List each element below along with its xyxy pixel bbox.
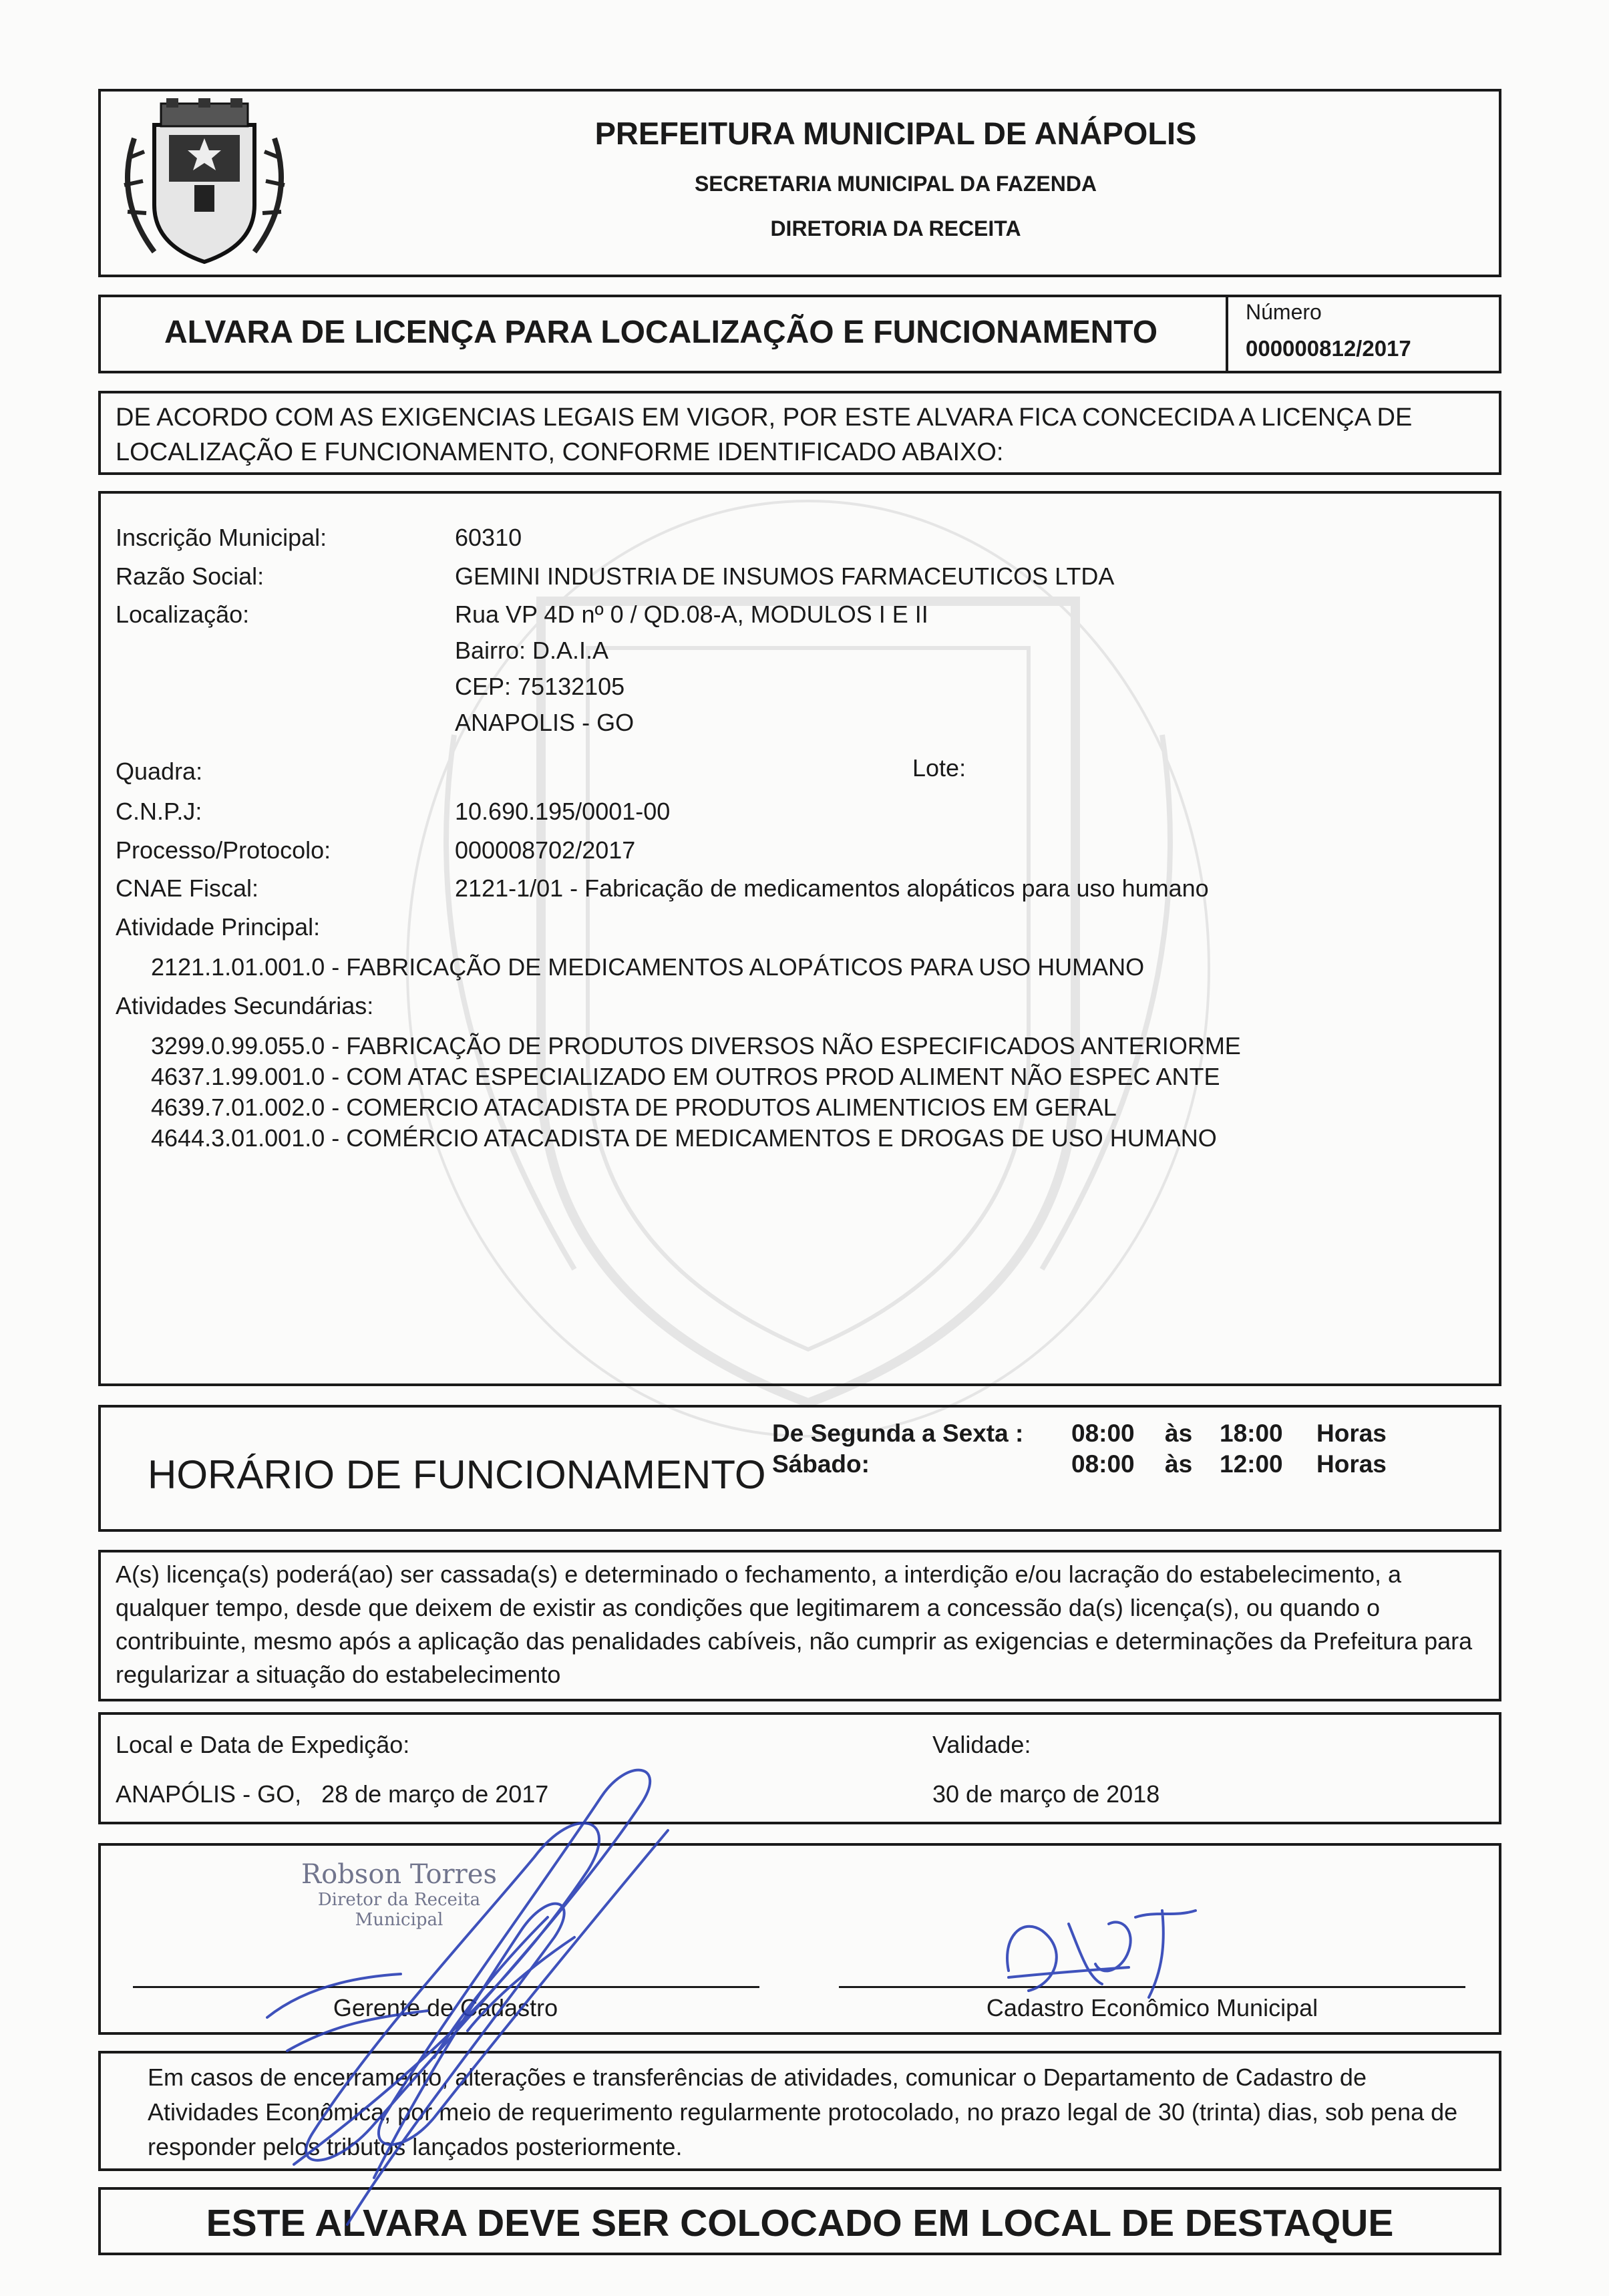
atividade-secundaria-item: 3299.0.99.055.0 - FABRICAÇÃO DE PRODUTOS DIVERSOS NÃO ESPECIFICADOS ANTERIORME	[151, 1032, 1241, 1059]
atividade-principal-label: Atividade Principal:	[116, 913, 321, 941]
intro-text: DE ACORDO COM AS EXIGENCIAS LEGAIS EM VIGOR, POR ESTE ALVARA FICA CONCECIDA A LICENÇA DE LOCALIZAÇÃO E FUNCIONAMENTO, CONFORME IDENTIFICADO ABAIXO:	[116, 403, 1413, 466]
assinaturas-box	[98, 1843, 1501, 2035]
horario-fim: 12:00	[1220, 1450, 1283, 1478]
horario-dia-label: Sábado:	[772, 1450, 870, 1478]
secretaria-label: SECRETARIA MUNICIPAL DA FAZENDA	[694, 172, 1097, 196]
stamp-name: Robson Torres	[301, 1859, 497, 1890]
header-box	[98, 89, 1501, 277]
expedicao-box	[98, 1712, 1501, 1824]
razao-value: GEMINI INDUSTRIA DE INSUMOS FARMACEUTICOS LTDA	[455, 562, 1115, 590]
razao-label: Razão Social:	[116, 562, 264, 590]
horario-dia-label: De Segunda a Sexta :	[772, 1420, 1024, 1447]
aviso-box	[98, 1550, 1501, 1701]
gerente-signature-line	[133, 1986, 759, 1988]
horario-inicio: 08:00	[1071, 1450, 1135, 1478]
horario-title: HORÁRIO DE FUNCIONAMENTO	[148, 1452, 766, 1497]
atividade-secundaria-item: 4639.7.01.002.0 - COMERCIO ATACADISTA DE PRODUTOS ALIMENTICIOS EM GERAL	[151, 1094, 1117, 1121]
atividades-secundarias-label: Atividades Secundárias:	[116, 992, 374, 1019]
cadastro-signature-line	[839, 1986, 1465, 1988]
rodape-box	[98, 2051, 1501, 2171]
cadastro-caption: Cadastro Econômico Municipal	[986, 1994, 1318, 2021]
alvara-title: ALVARA DE LICENÇA PARA LOCALIZAÇÃO E FUNCIONAMENTO	[164, 315, 1158, 350]
local-label: Local e Data de Expedição:	[116, 1731, 410, 1758]
rodape-text: Em casos de encerramento, alterações e transferências de atividades, comunicar o Departamento de Cadastro de Atividades Econômica, por meio de requerimento regularmente protocolado, no prazo legal de 30 (trinta) dias, sob pena de responder pelos tributos lançados posteriormente.	[148, 2064, 1458, 2160]
horario-box	[98, 1405, 1501, 1532]
intro-box	[98, 391, 1501, 475]
numero-value: 000000812/2017	[1246, 336, 1411, 361]
details-box	[98, 491, 1501, 1386]
cidade-value: ANAPOLIS - GO	[455, 709, 635, 736]
horario-horas: Horas	[1316, 1420, 1387, 1447]
cnae-value: 2121-1/01 - Fabricação de medicamentos alopáticos para uso humano	[455, 874, 1209, 902]
processo-label: Processo/Protocolo:	[116, 836, 331, 864]
processo-value: 000008702/2017	[455, 836, 636, 864]
horario-fim: 18:00	[1220, 1420, 1283, 1447]
horario-inicio: 08:00	[1071, 1420, 1135, 1447]
numero-label: Número	[1246, 300, 1322, 324]
inscricao-value: 60310	[455, 524, 522, 551]
aviso-text: A(s) licença(s) poderá(ao) ser cassada(s) e determinado o fechamento, a interdição e/ou lacração do estabelecimento, a qualquer tempo, desde que deixem de existir as condições que legitimarem a concessão da(s) licença(s), ou quando o contribuinte, mesmo após a aplicação das penalidades cabíveis, não cumprir as exigencias e determinações da Prefeitura para regularizar a situação do estabelecimento	[116, 1561, 1473, 1688]
destaque-text: ESTE ALVARA DEVE SER COLOCADO EM LOCAL DE DESTAQUE	[206, 2202, 1394, 2245]
numero-box	[1226, 295, 1507, 373]
stamp-role: Diretor da Receita	[317, 1890, 481, 1910]
horario-as: às	[1165, 1420, 1193, 1447]
cnpj-label: C.N.P.J:	[116, 798, 202, 825]
municipal-seal-icon	[114, 98, 295, 272]
inscricao-label: Inscrição Municipal:	[116, 524, 327, 551]
validade-label: Validade:	[932, 1731, 1031, 1758]
destaque-box	[98, 2187, 1501, 2255]
bairro-value: Bairro: D.A.I.A	[455, 637, 609, 664]
endereco-value: Rua VP 4D nº 0 / QD.08-A, MODULOS I E II	[455, 601, 928, 628]
lote-label: Lote:	[912, 754, 966, 782]
atividade-secundaria-item: 4644.3.01.001.0 - COMÉRCIO ATACADISTA DE MEDICAMENTOS E DROGAS DE USO HUMANO	[151, 1124, 1217, 1152]
local-data-value: ANAPÓLIS - GO, 28 de março de 2017	[116, 1780, 549, 1808]
localizacao-label: Localização:	[116, 601, 250, 628]
cnpj-value: 10.690.195/0001-00	[455, 798, 671, 825]
atividade-secundaria-item: 4637.1.99.001.0 - COM ATAC ESPECIALIZADO EM OUTROS PROD ALIMENT NÃO ESPEC ANTE	[151, 1063, 1220, 1090]
validade-value: 30 de março de 2018	[932, 1780, 1160, 1808]
horario-horas: Horas	[1316, 1450, 1387, 1478]
alvara-title-box	[98, 295, 1501, 373]
atividade-principal-value: 2121.1.01.001.0 - FABRICAÇÃO DE MEDICAMENTOS ALOPÁTICOS PARA USO HUMANO	[151, 953, 1145, 981]
diretoria-label: DIRETORIA DA RECEITA	[770, 216, 1021, 240]
director-stamp	[301, 1859, 497, 1930]
cnae-label: CNAE Fiscal:	[116, 874, 259, 902]
stamp-org: Municipal	[355, 1910, 443, 1930]
gerente-caption: Gerente de Cadastro	[333, 1994, 558, 2021]
horario-as: às	[1165, 1450, 1193, 1478]
cep-value: CEP: 75132105	[455, 673, 625, 700]
prefeitura-title: PREFEITURA MUNICIPAL DE ANÁPOLIS	[594, 116, 1197, 151]
quadra-label: Quadra:	[116, 758, 203, 785]
